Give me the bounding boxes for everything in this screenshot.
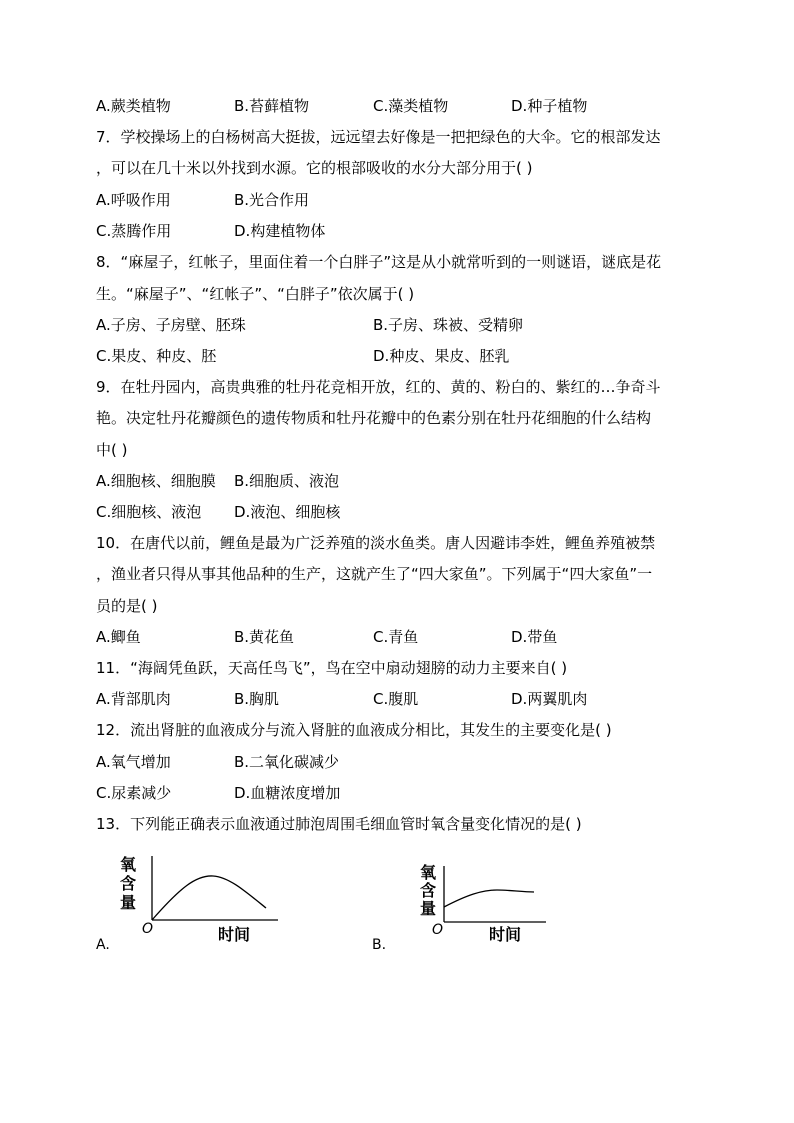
q6-option-d: D.种子植物 [511,97,588,115]
q11-option-b: B.胸肌 [234,690,280,708]
q13-graph-b-ylabel-2: 含 [420,881,437,900]
q7-stem-line-1: 7．学校操场上的白杨树高大挺拔，远远望去好像是一把把绿色的大伞。它的根部发达 [96,128,661,146]
q10-stem-line-3: 员的是( ) [96,597,158,615]
q11-option-d: D.两翼肌肉 [511,690,588,708]
q8-stem-line-1: 8．“麻屋子，红帐子，里面住着一个白胖子”这是从小就常听到的一则谜语，谜底是花 [96,253,662,271]
q12-option-a: A.氧气增加 [96,753,171,771]
q6-option-c: C.藻类植物 [373,97,449,115]
q9-option-a: A.细胞核、细胞膜 [96,472,216,490]
q6-option-b: B.苔藓植物 [234,97,310,115]
q6-option-a: A.蕨类植物 [96,97,171,115]
q9-option-c: C.细胞核、液泡 [96,503,202,521]
q8-stem-line-2: 生。“麻屋子”、“红帐子”、“白胖子”依次属于( ) [96,285,415,303]
q10-option-c: C.青鱼 [373,628,419,646]
q7-option-b: B.光合作用 [234,191,310,209]
q9-option-d: D.液泡、细胞核 [234,503,341,521]
q11-option-c: C.腹肌 [373,690,419,708]
q11-option-a: A.背部肌肉 [96,690,171,708]
q12-option-c: C.尿素减少 [96,784,172,802]
q12-option-b: B.二氧化碳减少 [234,753,340,771]
q8-option-a: A.子房、子房壁、胚珠 [96,316,246,334]
q10-option-a: A.鲫鱼 [96,628,141,646]
q13-graph-a-ylabel-3: 量 [120,893,137,912]
q13-graph-a [96,850,286,955]
q10-option-b: B.黄花鱼 [234,628,295,646]
q9-stem-line-1: 9．在牡丹园内，高贵典雅的牡丹花竞相开放，红的、黄的、粉白的、紫红的…争奇斗 [96,378,661,396]
q13-graph-a-origin: O [142,921,154,937]
q13-graph-b [372,860,552,955]
q9-stem-line-2: 艳。决定牡丹花瓣颜色的遗传物质和牡丹花瓣中的色素分别在牡丹花细胞的什么结构 [96,409,652,427]
q13-graph-a-xlabel: 时间 [218,925,251,944]
q13-graph-b-origin: O [432,922,444,938]
q9-option-b: B.细胞质、液泡 [234,472,340,490]
q8-option-d: D.种皮、果皮、胚乳 [373,347,510,365]
q13-graph-a-curve [152,876,266,920]
q13-graph-b-xlabel: 时间 [489,925,522,944]
q10-option-d: D.带鱼 [511,628,558,646]
q13-graph-b-ylabel-1: 氧 [420,863,437,882]
q13-graph-b-option-label: B. [372,937,387,953]
q10-stem-line-1: 10．在唐代以前，鲤鱼是最为广泛养殖的淡水鱼类。唐人因避讳李姓，鲤鱼养殖被禁 [96,534,656,552]
q7-stem-line-2: ，可以在几十米以外找到水源。它的根部吸收的水分大部分用于( ) [96,159,533,177]
q10-stem-line-2: ，渔业者只得从事其他品种的生产，这就产生了“四大家鱼”。下列属于“四大家鱼”一 [96,565,653,583]
q11-stem: 11．“海阔凭鱼跃，天高任鸟飞”，鸟在空中扇动翅膀的动力主要来自( ) [96,659,568,677]
q9-stem-line-3: 中( ) [96,441,128,459]
q12-stem: 12．流出肾脏的血液成分与流入肾脏的血液成分相比，其发生的主要变化是( ) [96,721,612,739]
q13-stem: 13．下列能正确表示血液通过肺泡周围毛细血管时氧含量变化情况的是( ) [96,815,582,833]
q7-option-a: A.呼吸作用 [96,191,171,209]
q13-graph-b-ylabel-3: 量 [420,899,437,918]
q13-graph-a-ylabel-2: 含 [120,874,137,893]
q13-graph-b-curve [444,890,534,907]
q13-graph-a-option-label: A. [96,937,110,953]
q8-option-b: B.子房、珠被、受精卵 [373,316,524,334]
q7-option-d: D.构建植物体 [234,222,326,240]
q8-option-c: C.果皮、种皮、胚 [96,347,217,365]
q13-graph-a-ylabel-1: 氧 [120,855,137,874]
q12-option-d: D.血糖浓度增加 [234,784,341,802]
q7-option-c: C.蒸腾作用 [96,222,172,240]
